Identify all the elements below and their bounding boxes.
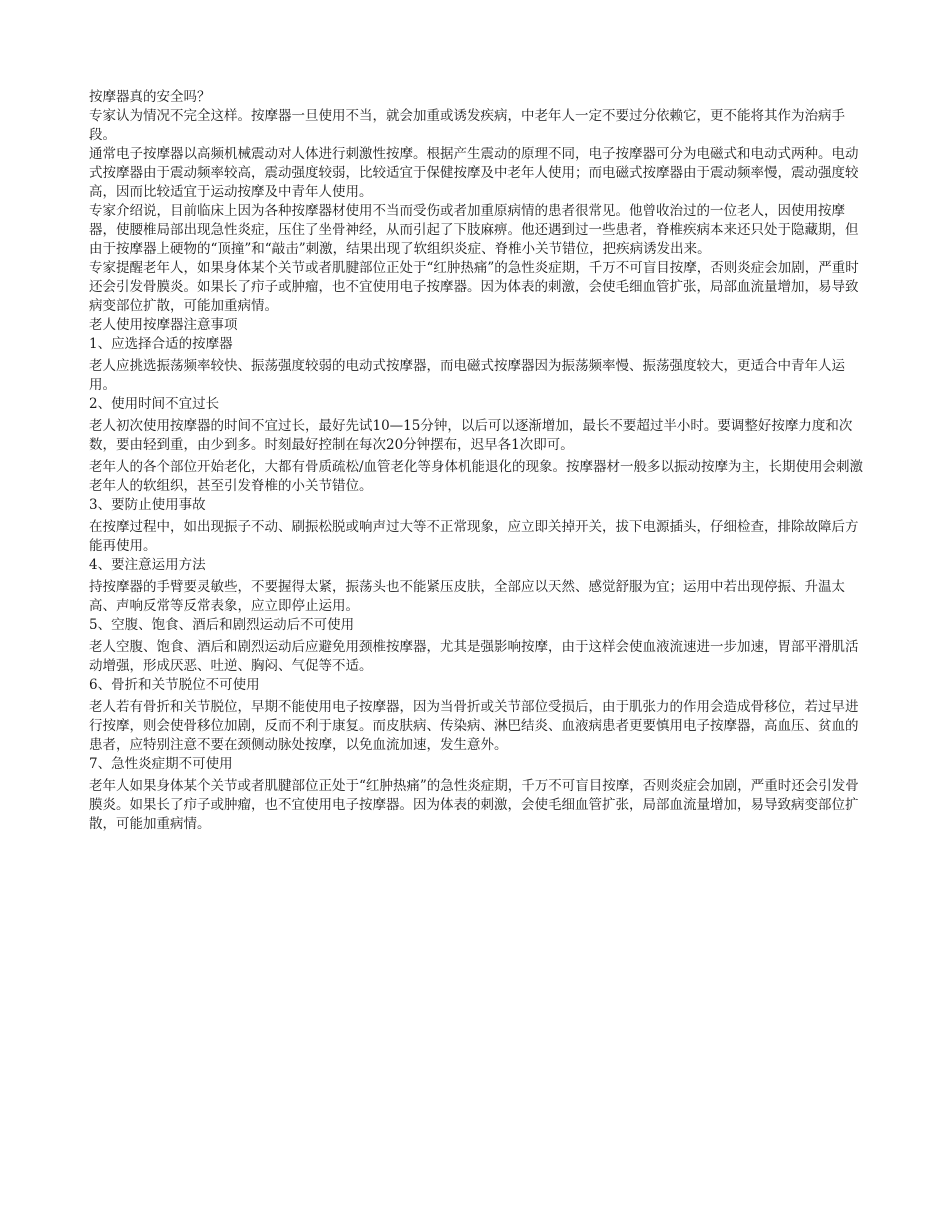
item-3-paragraph: 在按摩过程中，如出现振子不动、刷振松脱或响声过大等不正常现象，应立即关掉开关，拔下电源插头，仔细检查，排除故障后方能再使用。 (89, 519, 859, 554)
intro-paragraph-3: 专家介绍说，目前临床上因为各种按摩器材使用不当而受伤或者加重原病情的患者很常见。他曾收治过的一位老人，因使用按摩器，使腰椎局部出现急性炎症，压住了坐骨神经，从而引起了下肢麻痹。他还遇到过一些患者，脊椎疾病本来还只处于隐藏期，但由于按摩器上硬物的“顶撞”和“敲击”刺激，结果出现了软组织炎症、脊椎小关节错位，把疾病诱发出来。 (89, 203, 859, 257)
document-title: 按摩器真的安全吗？ (89, 89, 211, 105)
item-1-paragraph: 老人应挑选振荡频率较快、振荡强度较弱的电动式按摩器，而电磁式按摩器因为振荡频率慢、振荡强度较大，更适合中青年人运用。 (89, 358, 845, 393)
item-2-paragraph-1: 老人初次使用按摩器的时间不宜过长，最好先试10—15分钟，以后可以逐渐增加，最长不要超过半小时。要调整好按摩力度和次数，要由轻到重，由少到多。时刻最好控制在每次20分钟摆布，迟早各1次即可。 (89, 418, 853, 453)
document-body (89, 88, 869, 834)
item-5-paragraph: 老人空腹、饱食、酒后和剧烈运动后应避免用颈椎按摩器，尤其是强影响按摩，由于这样会使血液流速进一步加速，胃部平滑肌活动增强，形成厌恶、吐逆、胸闷、气促等不适。 (89, 639, 859, 674)
item-6-paragraph: 老人若有骨折和关节脱位，早期不能使用电子按摩器，因为当骨折或关节部位受损后，由于肌张力的作用会造成骨移位，若过早进行按摩，则会使骨移位加剧，反而不利于康复。而皮肤病、传染病、淋巴结炎、血液病患者更要慎用电子按摩器，高血压、贫血的患者，应特别注意不要在颈侧动脉处按摩，以免血流加速，发生意外。 (89, 699, 859, 753)
item-1-heading: 1、应选择合适的按摩器 (89, 336, 233, 352)
item-4-paragraph: 持按摩器的手臂要灵敏些，不要握得太紧，振荡头也不能紧压皮肤，全部应以天然、感觉舒服为宜；运用中若出现停振、升温太高、声响反常等反常表象，应立即停止运用。 (89, 579, 845, 614)
item-2-heading: 2、使用时间不宜过长 (89, 396, 220, 412)
intro-paragraph-1: 专家认为情况不完全这样。按摩器一旦使用不当，就会加重或诱发疾病，中老年人一定不要过分依赖它，更不能将其作为治病手段。 (89, 108, 845, 143)
item-4-heading: 4、要注意运用方法 (89, 557, 206, 573)
item-7-heading: 7、急性炎症期不可使用 (89, 756, 233, 772)
item-7-paragraph: 老年人如果身体某个关节或者肌腱部位正处于“红肿热痛”的急性炎症期，千万不可盲目按摩，否则炎症会加剧，严重时还会引发骨膜炎。如果长了疖子或肿瘤，也不宜使用电子按摩器。因为体表的刺激，会使毛细血管扩张，局部血流量增加，易导致病变部位扩散，可能加重病情。 (89, 778, 859, 832)
item-6-heading: 6、骨折和关节脱位不可使用 (89, 677, 260, 693)
item-5-heading: 5、空腹、饱食、酒后和剧烈运动后不可使用 (89, 617, 355, 633)
item-3-heading: 3、要防止使用事故 (89, 497, 206, 513)
intro-paragraph-4: 专家提醒老年人，如果身体某个关节或者肌腱部位正处于“红肿热痛”的急性炎症期，千万不可盲目按摩，否则炎症会加剧，严重时还会引发骨膜炎。如果长了疖子或肿瘤，也不宜使用电子按摩器。因为体表的刺激，会使毛细血管扩张，局部血流量增加，易导致病变部位扩散，可能加重病情。 (89, 260, 859, 314)
intro-paragraph-2: 通常电子按摩器以高频机械震动对人体进行刺激性按摩。根据产生震动的原理不同，电子按摩器可分为电磁式和电动式两种。电动式按摩器由于震动频率较高，震动强度较弱，比较适宜于保健按摩及中老年人使用；而电磁式按摩器由于震动频率慢，震动强度较高，因而比较适宜于运动按摩及中青年人使用。 (89, 146, 859, 200)
section-title: 老人使用按摩器注意事项 (89, 317, 238, 333)
item-2-paragraph-2: 老年人的各个部位开始老化，大都有骨质疏松/血管老化等身体机能退化的现象。按摩器材一般多以振动按摩为主，长期使用会刺激老年人的软组织，甚至引发脊椎的小关节错位。 (89, 459, 864, 494)
